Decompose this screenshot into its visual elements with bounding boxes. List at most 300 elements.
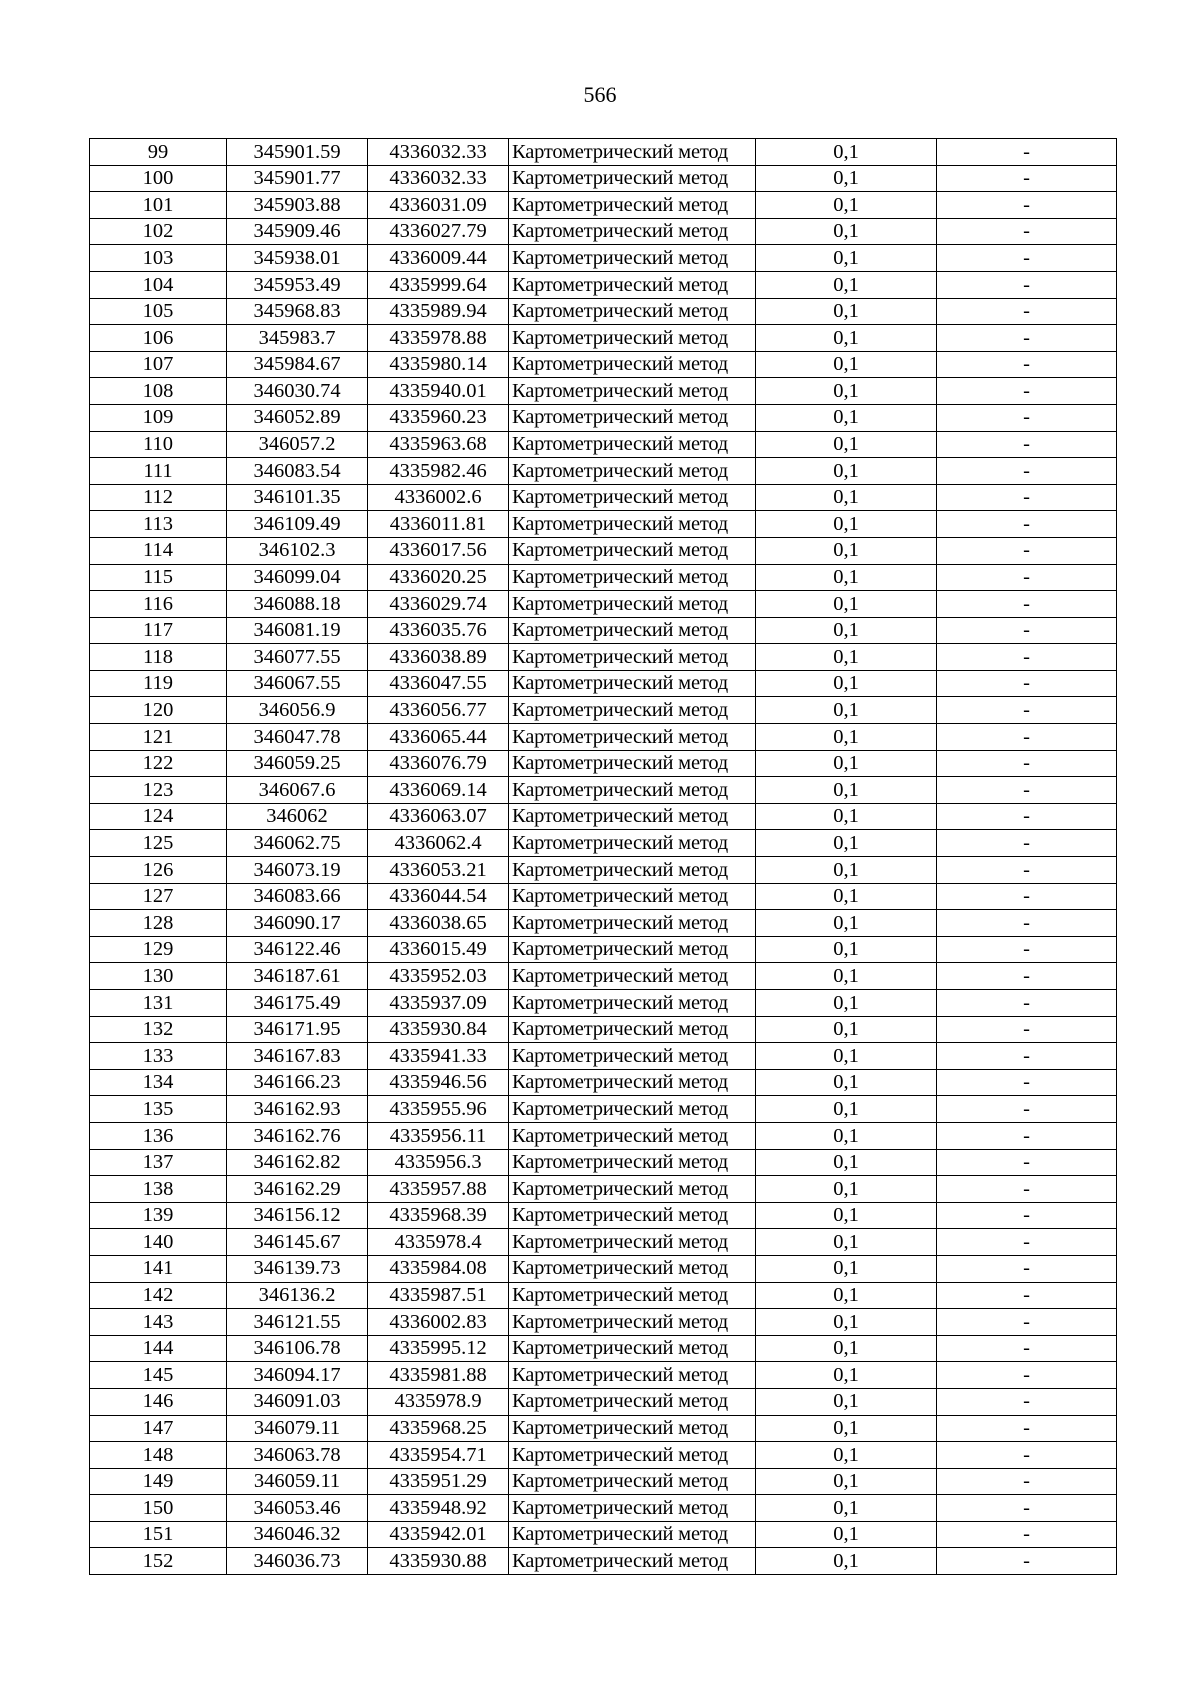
table-row	[90, 777, 1117, 804]
y-coordinate-cell: 4336011.81	[368, 511, 509, 538]
point-number-cell: 129	[90, 936, 227, 963]
note-cell: -	[937, 670, 1117, 697]
table-row	[90, 1548, 1117, 1575]
y-coordinate-cell: 4335978.9	[368, 1388, 509, 1415]
note-cell: -	[937, 192, 1117, 219]
accuracy-cell: 0,1	[756, 1176, 937, 1203]
note-cell: -	[937, 564, 1117, 591]
accuracy-cell: 0,1	[756, 1069, 937, 1096]
point-number-cell: 119	[90, 670, 227, 697]
x-coordinate-cell: 345901.59	[227, 139, 368, 166]
table-row	[90, 1282, 1117, 1309]
accuracy-cell: 0,1	[756, 1016, 937, 1043]
accuracy-cell: 0,1	[756, 883, 937, 910]
x-coordinate-cell: 346094.17	[227, 1362, 368, 1389]
method-cell: Картометрический метод	[509, 1043, 756, 1070]
point-number-cell: 116	[90, 591, 227, 618]
x-coordinate-cell: 346077.55	[227, 644, 368, 671]
y-coordinate-cell: 4335948.92	[368, 1495, 509, 1522]
method-cell: Картометрический метод	[509, 750, 756, 777]
y-coordinate-cell: 4335942.01	[368, 1521, 509, 1548]
x-coordinate-cell: 346067.55	[227, 670, 368, 697]
method-cell: Картометрический метод	[509, 139, 756, 166]
accuracy-cell: 0,1	[756, 1255, 937, 1282]
accuracy-cell: 0,1	[756, 1388, 937, 1415]
x-coordinate-cell: 346156.12	[227, 1202, 368, 1229]
x-coordinate-cell: 346062.75	[227, 830, 368, 857]
accuracy-cell: 0,1	[756, 1495, 937, 1522]
accuracy-cell: 0,1	[756, 777, 937, 804]
point-number-cell: 136	[90, 1122, 227, 1149]
method-cell: Картометрический метод	[509, 1362, 756, 1389]
point-number-cell: 125	[90, 830, 227, 857]
x-coordinate-cell: 346171.95	[227, 1016, 368, 1043]
y-coordinate-cell: 4336027.79	[368, 218, 509, 245]
method-cell: Картометрический метод	[509, 1282, 756, 1309]
accuracy-cell: 0,1	[756, 1202, 937, 1229]
accuracy-cell: 0,1	[756, 271, 937, 298]
x-coordinate-cell: 345901.77	[227, 165, 368, 192]
accuracy-cell: 0,1	[756, 537, 937, 564]
x-coordinate-cell: 346056.9	[227, 697, 368, 724]
note-cell: -	[937, 511, 1117, 538]
y-coordinate-cell: 4336069.14	[368, 777, 509, 804]
page-number: 566	[583, 82, 617, 107]
accuracy-cell: 0,1	[756, 325, 937, 352]
method-cell: Картометрический метод	[509, 325, 756, 352]
x-coordinate-cell: 346101.35	[227, 484, 368, 511]
x-coordinate-cell: 346079.11	[227, 1415, 368, 1442]
y-coordinate-cell: 4336002.83	[368, 1309, 509, 1336]
accuracy-cell: 0,1	[756, 192, 937, 219]
x-coordinate-cell: 346046.32	[227, 1521, 368, 1548]
method-cell: Картометрический метод	[509, 218, 756, 245]
y-coordinate-cell: 4336044.54	[368, 883, 509, 910]
table-row	[90, 1016, 1117, 1043]
method-cell: Картометрический метод	[509, 298, 756, 325]
x-coordinate-cell: 346053.46	[227, 1495, 368, 1522]
method-cell: Картометрический метод	[509, 351, 756, 378]
point-number-cell: 122	[90, 750, 227, 777]
method-cell: Картометрический метод	[509, 830, 756, 857]
accuracy-cell: 0,1	[756, 245, 937, 272]
method-cell: Картометрический метод	[509, 1548, 756, 1575]
point-number-cell: 151	[90, 1521, 227, 1548]
point-number-cell: 128	[90, 910, 227, 937]
accuracy-cell: 0,1	[756, 165, 937, 192]
table-row	[90, 1495, 1117, 1522]
table-row	[90, 1122, 1117, 1149]
method-cell: Картометрический метод	[509, 1415, 756, 1442]
table-row	[90, 378, 1117, 405]
x-coordinate-cell: 346145.67	[227, 1229, 368, 1256]
accuracy-cell: 0,1	[756, 404, 937, 431]
table-row	[90, 1388, 1117, 1415]
table-row	[90, 990, 1117, 1017]
note-cell: -	[937, 1149, 1117, 1176]
note-cell: -	[937, 325, 1117, 352]
note-cell: -	[937, 990, 1117, 1017]
x-coordinate-cell: 346088.18	[227, 591, 368, 618]
y-coordinate-cell: 4336017.56	[368, 537, 509, 564]
point-number-cell: 105	[90, 298, 227, 325]
x-coordinate-cell: 345903.88	[227, 192, 368, 219]
note-cell: -	[937, 1362, 1117, 1389]
note-cell: -	[937, 165, 1117, 192]
method-cell: Картометрический метод	[509, 857, 756, 884]
table-row	[90, 1043, 1117, 1070]
y-coordinate-cell: 4335987.51	[368, 1282, 509, 1309]
method-cell: Картометрический метод	[509, 1069, 756, 1096]
x-coordinate-cell: 345984.67	[227, 351, 368, 378]
accuracy-cell: 0,1	[756, 1122, 937, 1149]
method-cell: Картометрический метод	[509, 910, 756, 937]
method-cell: Картометрический метод	[509, 1122, 756, 1149]
y-coordinate-cell: 4336015.49	[368, 936, 509, 963]
y-coordinate-cell: 4335995.12	[368, 1335, 509, 1362]
x-coordinate-cell: 346063.78	[227, 1442, 368, 1469]
point-number-cell: 146	[90, 1388, 227, 1415]
accuracy-cell: 0,1	[756, 963, 937, 990]
method-cell: Картометрический метод	[509, 936, 756, 963]
accuracy-cell: 0,1	[756, 431, 937, 458]
x-coordinate-cell: 346122.46	[227, 936, 368, 963]
accuracy-cell: 0,1	[756, 511, 937, 538]
point-number-cell: 147	[90, 1415, 227, 1442]
x-coordinate-cell: 346187.61	[227, 963, 368, 990]
table-row	[90, 910, 1117, 937]
accuracy-cell: 0,1	[756, 644, 937, 671]
point-number-cell: 131	[90, 990, 227, 1017]
y-coordinate-cell: 4335952.03	[368, 963, 509, 990]
x-coordinate-cell: 346062	[227, 803, 368, 830]
table-row	[90, 1096, 1117, 1123]
method-cell: Картометрический метод	[509, 484, 756, 511]
y-coordinate-cell: 4335982.46	[368, 458, 509, 485]
accuracy-cell: 0,1	[756, 936, 937, 963]
table-row	[90, 165, 1117, 192]
table-row	[90, 670, 1117, 697]
table-row	[90, 1415, 1117, 1442]
accuracy-cell: 0,1	[756, 910, 937, 937]
note-cell: -	[937, 857, 1117, 884]
table-row	[90, 617, 1117, 644]
x-coordinate-cell: 346162.76	[227, 1122, 368, 1149]
table-row	[90, 351, 1117, 378]
y-coordinate-cell: 4335930.88	[368, 1548, 509, 1575]
coordinates-table	[89, 138, 1117, 1575]
y-coordinate-cell: 4336029.74	[368, 591, 509, 618]
method-cell: Картометрический метод	[509, 1442, 756, 1469]
accuracy-cell: 0,1	[756, 803, 937, 830]
point-number-cell: 111	[90, 458, 227, 485]
x-coordinate-cell: 346052.89	[227, 404, 368, 431]
note-cell: -	[937, 1548, 1117, 1575]
x-coordinate-cell: 345909.46	[227, 218, 368, 245]
x-coordinate-cell: 345983.7	[227, 325, 368, 352]
table-row	[90, 750, 1117, 777]
note-cell: -	[937, 1016, 1117, 1043]
note-cell: -	[937, 591, 1117, 618]
x-coordinate-cell: 346083.66	[227, 883, 368, 910]
table-row	[90, 298, 1117, 325]
x-coordinate-cell: 346047.78	[227, 724, 368, 751]
point-number-cell: 120	[90, 697, 227, 724]
table-row	[90, 697, 1117, 724]
note-cell: -	[937, 1388, 1117, 1415]
y-coordinate-cell: 4335941.33	[368, 1043, 509, 1070]
x-coordinate-cell: 346102.3	[227, 537, 368, 564]
point-number-cell: 123	[90, 777, 227, 804]
point-number-cell: 124	[90, 803, 227, 830]
y-coordinate-cell: 4336056.77	[368, 697, 509, 724]
table-row	[90, 245, 1117, 272]
point-number-cell: 112	[90, 484, 227, 511]
accuracy-cell: 0,1	[756, 990, 937, 1017]
accuracy-cell: 0,1	[756, 750, 937, 777]
note-cell: -	[937, 1255, 1117, 1282]
point-number-cell: 108	[90, 378, 227, 405]
method-cell: Картометрический метод	[509, 697, 756, 724]
y-coordinate-cell: 4336065.44	[368, 724, 509, 751]
point-number-cell: 143	[90, 1309, 227, 1336]
method-cell: Картометрический метод	[509, 192, 756, 219]
accuracy-cell: 0,1	[756, 697, 937, 724]
table-row	[90, 857, 1117, 884]
x-coordinate-cell: 346162.93	[227, 1096, 368, 1123]
method-cell: Картометрический метод	[509, 564, 756, 591]
note-cell: -	[937, 378, 1117, 405]
point-number-cell: 139	[90, 1202, 227, 1229]
note-cell: -	[937, 830, 1117, 857]
table-row	[90, 1149, 1117, 1176]
table-row	[90, 218, 1117, 245]
y-coordinate-cell: 4335989.94	[368, 298, 509, 325]
note-cell: -	[937, 351, 1117, 378]
accuracy-cell: 0,1	[756, 378, 937, 405]
method-cell: Картометрический метод	[509, 670, 756, 697]
x-coordinate-cell: 346036.73	[227, 1548, 368, 1575]
method-cell: Картометрический метод	[509, 431, 756, 458]
x-coordinate-cell: 346139.73	[227, 1255, 368, 1282]
y-coordinate-cell: 4335955.96	[368, 1096, 509, 1123]
y-coordinate-cell: 4335956.3	[368, 1149, 509, 1176]
accuracy-cell: 0,1	[756, 1149, 937, 1176]
point-number-cell: 142	[90, 1282, 227, 1309]
y-coordinate-cell: 4335946.56	[368, 1069, 509, 1096]
table-row	[90, 936, 1117, 963]
note-cell: -	[937, 139, 1117, 166]
method-cell: Картометрический метод	[509, 644, 756, 671]
accuracy-cell: 0,1	[756, 484, 937, 511]
x-coordinate-cell: 346057.2	[227, 431, 368, 458]
point-number-cell: 118	[90, 644, 227, 671]
y-coordinate-cell: 4335963.68	[368, 431, 509, 458]
y-coordinate-cell: 4335999.64	[368, 271, 509, 298]
table-row	[90, 1335, 1117, 1362]
note-cell: -	[937, 404, 1117, 431]
accuracy-cell: 0,1	[756, 670, 937, 697]
method-cell: Картометрический метод	[509, 245, 756, 272]
y-coordinate-cell: 4336002.6	[368, 484, 509, 511]
accuracy-cell: 0,1	[756, 1335, 937, 1362]
y-coordinate-cell: 4336063.07	[368, 803, 509, 830]
x-coordinate-cell: 346166.23	[227, 1069, 368, 1096]
note-cell: -	[937, 910, 1117, 937]
note-cell: -	[937, 883, 1117, 910]
note-cell: -	[937, 963, 1117, 990]
table-row	[90, 537, 1117, 564]
accuracy-cell: 0,1	[756, 1415, 937, 1442]
table-row	[90, 963, 1117, 990]
y-coordinate-cell: 4335937.09	[368, 990, 509, 1017]
note-cell: -	[937, 1043, 1117, 1070]
method-cell: Картометрический метод	[509, 1096, 756, 1123]
method-cell: Картометрический метод	[509, 404, 756, 431]
accuracy-cell: 0,1	[756, 724, 937, 751]
y-coordinate-cell: 4335951.29	[368, 1468, 509, 1495]
y-coordinate-cell: 4335978.4	[368, 1229, 509, 1256]
table-row	[90, 803, 1117, 830]
note-cell: -	[937, 617, 1117, 644]
method-cell: Картометрический метод	[509, 777, 756, 804]
method-cell: Картометрический метод	[509, 1016, 756, 1043]
table-row	[90, 830, 1117, 857]
method-cell: Картометрический метод	[509, 165, 756, 192]
table-row	[90, 192, 1117, 219]
y-coordinate-cell: 4336076.79	[368, 750, 509, 777]
accuracy-cell: 0,1	[756, 139, 937, 166]
y-coordinate-cell: 4336038.65	[368, 910, 509, 937]
y-coordinate-cell: 4336031.09	[368, 192, 509, 219]
x-coordinate-cell: 346167.83	[227, 1043, 368, 1070]
note-cell: -	[937, 697, 1117, 724]
method-cell: Картометрический метод	[509, 1495, 756, 1522]
accuracy-cell: 0,1	[756, 857, 937, 884]
table-row	[90, 1442, 1117, 1469]
method-cell: Картометрический метод	[509, 271, 756, 298]
point-number-cell: 99	[90, 139, 227, 166]
table-row	[90, 1255, 1117, 1282]
x-coordinate-cell: 346083.54	[227, 458, 368, 485]
point-number-cell: 152	[90, 1548, 227, 1575]
method-cell: Картометрический метод	[509, 803, 756, 830]
method-cell: Картометрический метод	[509, 458, 756, 485]
table-row	[90, 431, 1117, 458]
table-row	[90, 484, 1117, 511]
x-coordinate-cell: 346091.03	[227, 1388, 368, 1415]
accuracy-cell: 0,1	[756, 830, 937, 857]
y-coordinate-cell: 4335980.14	[368, 351, 509, 378]
note-cell: -	[937, 1521, 1117, 1548]
note-cell: -	[937, 644, 1117, 671]
accuracy-cell: 0,1	[756, 617, 937, 644]
accuracy-cell: 0,1	[756, 1468, 937, 1495]
method-cell: Картометрический метод	[509, 511, 756, 538]
point-number-cell: 148	[90, 1442, 227, 1469]
x-coordinate-cell: 346073.19	[227, 857, 368, 884]
accuracy-cell: 0,1	[756, 1442, 937, 1469]
accuracy-cell: 0,1	[756, 458, 937, 485]
table-row	[90, 564, 1117, 591]
point-number-cell: 113	[90, 511, 227, 538]
method-cell: Картометрический метод	[509, 883, 756, 910]
note-cell: -	[937, 458, 1117, 485]
x-coordinate-cell: 346106.78	[227, 1335, 368, 1362]
note-cell: -	[937, 1335, 1117, 1362]
point-number-cell: 126	[90, 857, 227, 884]
point-number-cell: 115	[90, 564, 227, 591]
method-cell: Картометрический метод	[509, 378, 756, 405]
point-number-cell: 100	[90, 165, 227, 192]
y-coordinate-cell: 4336032.33	[368, 165, 509, 192]
method-cell: Картометрический метод	[509, 1202, 756, 1229]
note-cell: -	[937, 271, 1117, 298]
point-number-cell: 145	[90, 1362, 227, 1389]
note-cell: -	[937, 245, 1117, 272]
note-cell: -	[937, 750, 1117, 777]
point-number-cell: 121	[90, 724, 227, 751]
table-row	[90, 1309, 1117, 1336]
table-row	[90, 511, 1117, 538]
method-cell: Картометрический метод	[509, 724, 756, 751]
point-number-cell: 134	[90, 1069, 227, 1096]
method-cell: Картометрический метод	[509, 1309, 756, 1336]
table-row	[90, 1229, 1117, 1256]
point-number-cell: 149	[90, 1468, 227, 1495]
note-cell: -	[937, 1282, 1117, 1309]
method-cell: Картометрический метод	[509, 1149, 756, 1176]
table-row	[90, 1202, 1117, 1229]
accuracy-cell: 0,1	[756, 218, 937, 245]
method-cell: Картометрический метод	[509, 1255, 756, 1282]
point-number-cell: 107	[90, 351, 227, 378]
method-cell: Картометрический метод	[509, 537, 756, 564]
accuracy-cell: 0,1	[756, 1282, 937, 1309]
note-cell: -	[937, 777, 1117, 804]
note-cell: -	[937, 218, 1117, 245]
x-coordinate-cell: 346059.25	[227, 750, 368, 777]
note-cell: -	[937, 1442, 1117, 1469]
x-coordinate-cell: 345938.01	[227, 245, 368, 272]
accuracy-cell: 0,1	[756, 591, 937, 618]
note-cell: -	[937, 936, 1117, 963]
y-coordinate-cell: 4335960.23	[368, 404, 509, 431]
note-cell: -	[937, 1495, 1117, 1522]
y-coordinate-cell: 4336009.44	[368, 245, 509, 272]
table-row	[90, 1176, 1117, 1203]
table-row	[90, 404, 1117, 431]
x-coordinate-cell: 346081.19	[227, 617, 368, 644]
x-coordinate-cell: 346175.49	[227, 990, 368, 1017]
point-number-cell: 135	[90, 1096, 227, 1123]
accuracy-cell: 0,1	[756, 351, 937, 378]
method-cell: Картометрический метод	[509, 617, 756, 644]
table-row	[90, 271, 1117, 298]
note-cell: -	[937, 1069, 1117, 1096]
table-row	[90, 1521, 1117, 1548]
point-number-cell: 137	[90, 1149, 227, 1176]
note-cell: -	[937, 1176, 1117, 1203]
accuracy-cell: 0,1	[756, 1548, 937, 1575]
point-number-cell: 150	[90, 1495, 227, 1522]
accuracy-cell: 0,1	[756, 1043, 937, 1070]
note-cell: -	[937, 484, 1117, 511]
y-coordinate-cell: 4336032.33	[368, 139, 509, 166]
y-coordinate-cell: 4336053.21	[368, 857, 509, 884]
method-cell: Картометрический метод	[509, 1229, 756, 1256]
table-row	[90, 724, 1117, 751]
